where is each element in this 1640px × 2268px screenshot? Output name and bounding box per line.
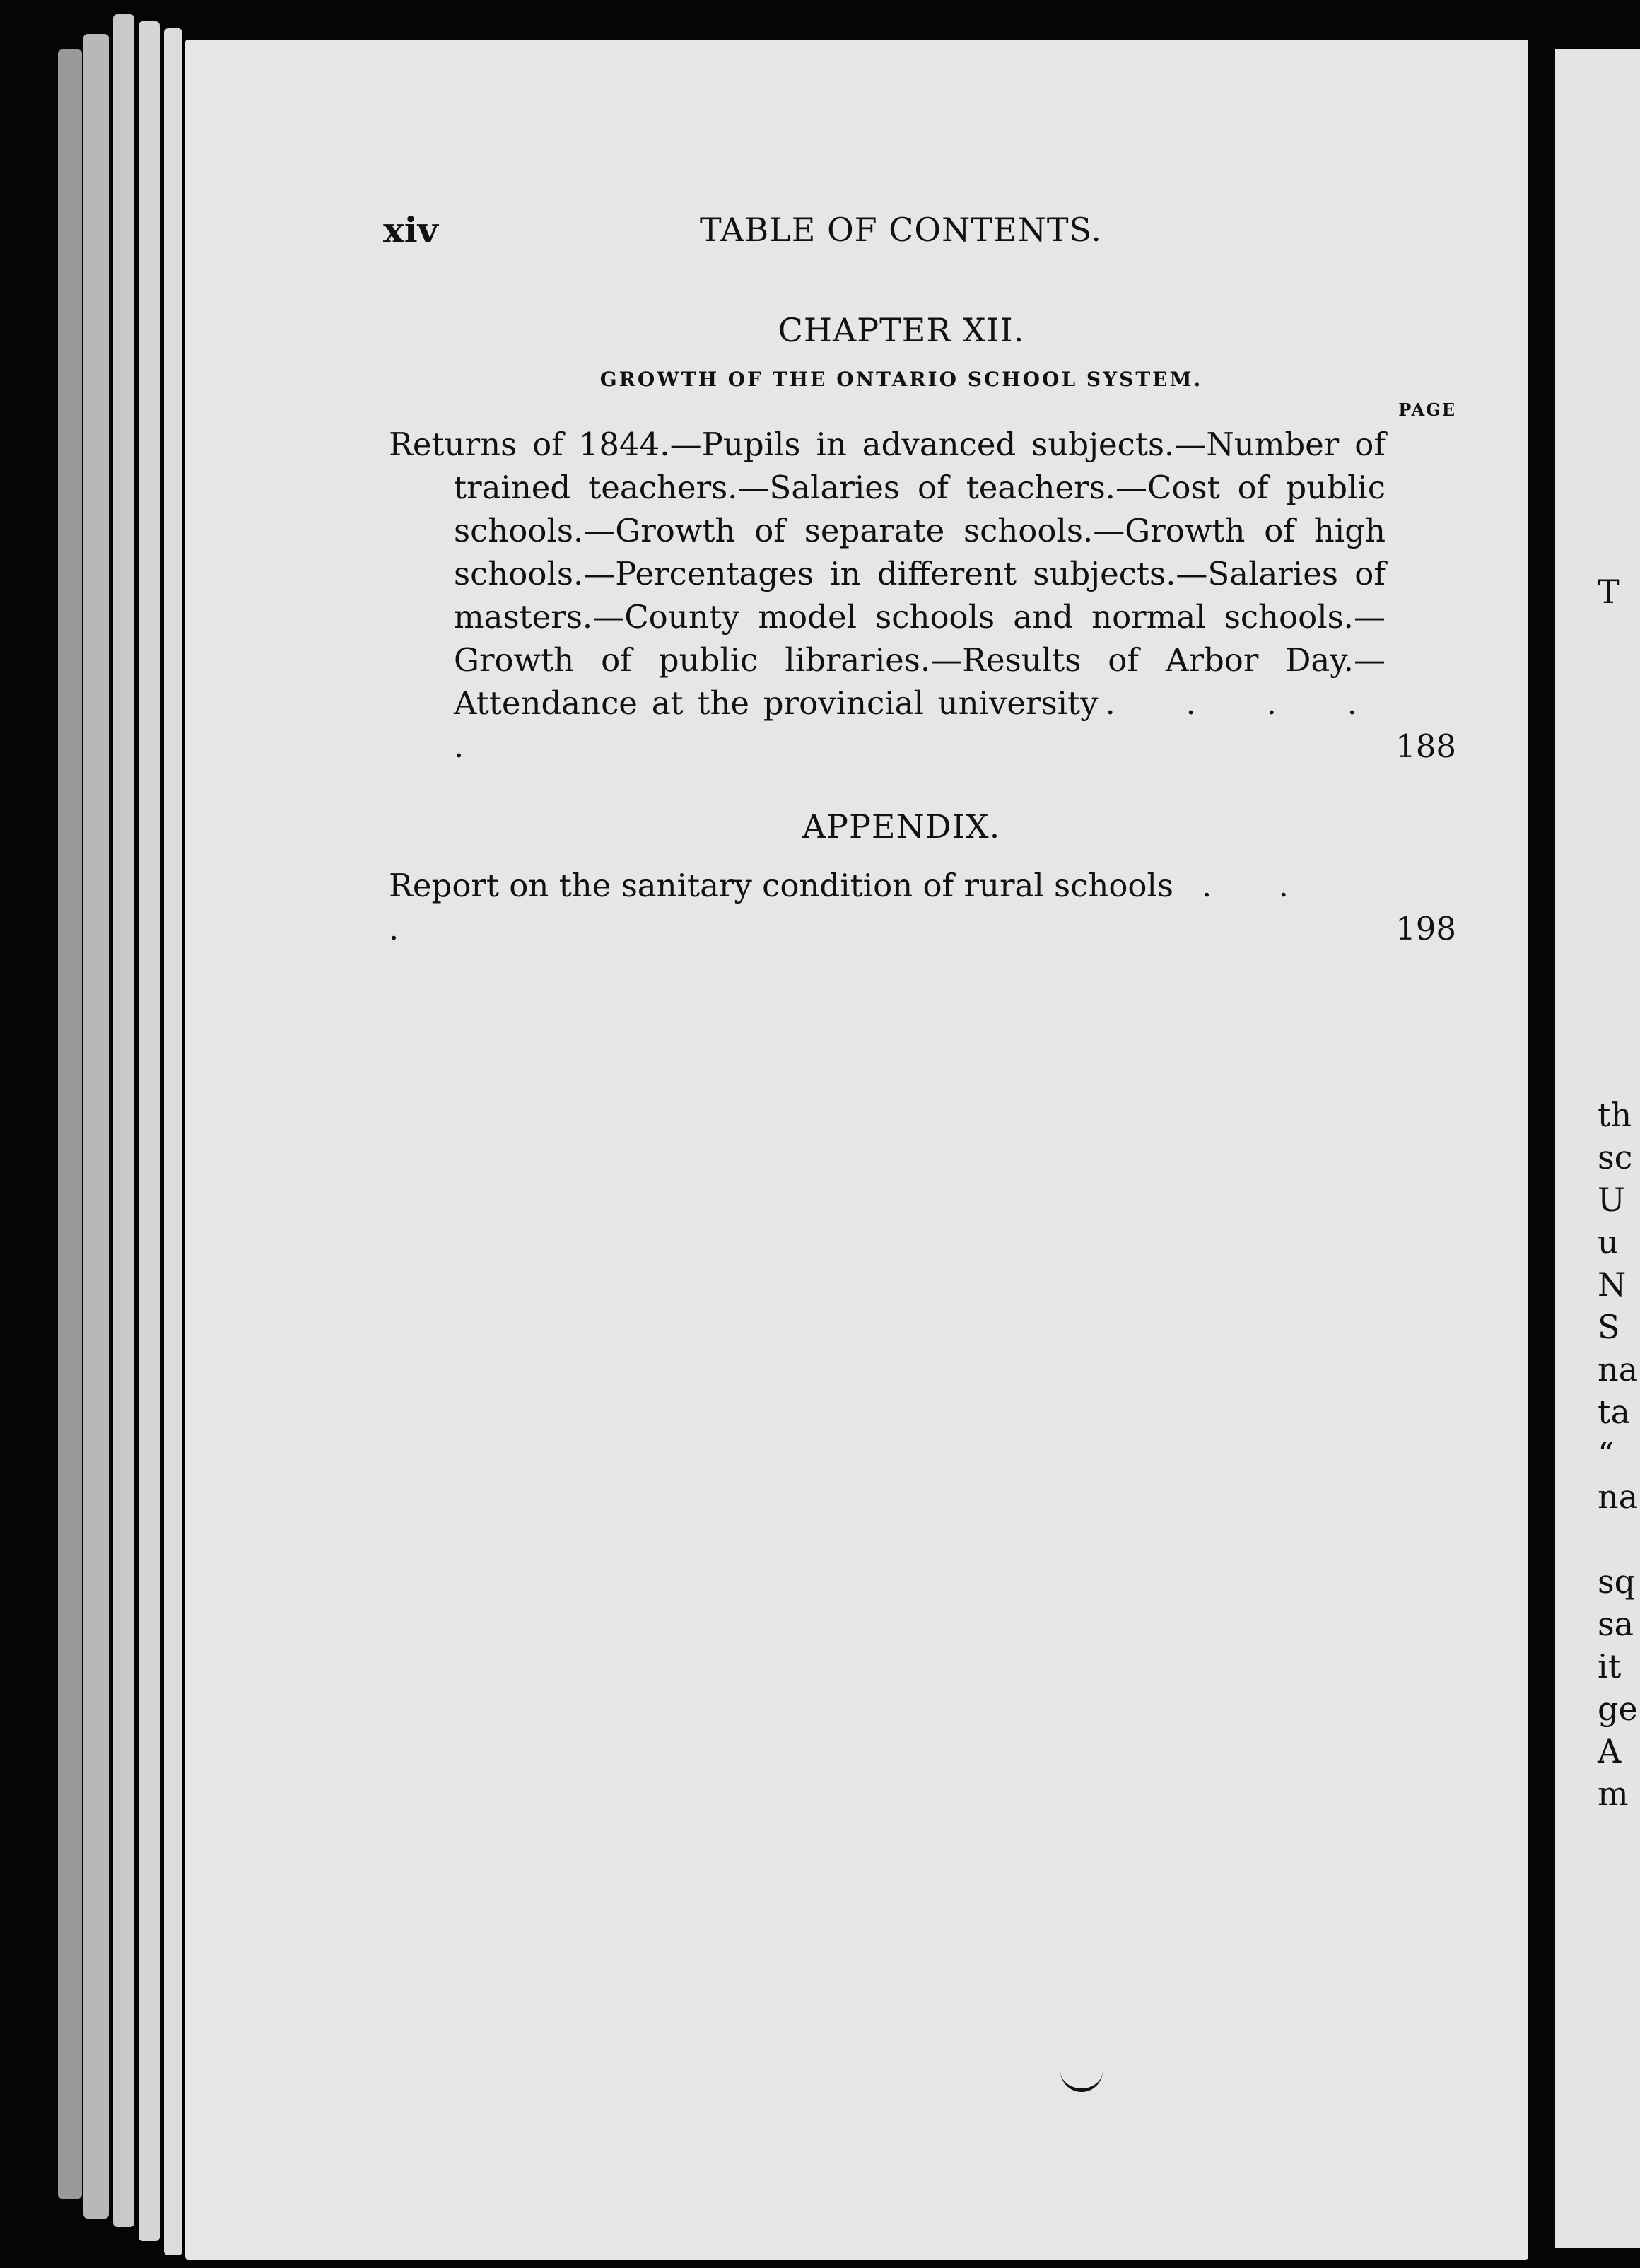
facing-page-fragment: ta — [1598, 1393, 1630, 1431]
toc-entry-leader: . . . — [389, 867, 1317, 947]
page-edge — [139, 21, 160, 2241]
facing-page-fragment: “ — [1598, 1435, 1615, 1473]
appendix-title: APPENDIX. — [802, 807, 1001, 846]
facing-page-fragment: u — [1598, 1223, 1619, 1261]
facing-page-fragment: N — [1598, 1265, 1627, 1304]
facing-page-fragment: na — [1598, 1350, 1639, 1389]
facing-page-fragment: sq — [1598, 1562, 1636, 1601]
toc-entry-text: Returns of 1844.—Pupils in advanced subjects.—Number of trained teachers.—Salaries of teachers.—Cost of public schools.—Growth of separate schools.—Growth of high schools.—Percentages in different subjects.—Salaries of masters.—County model schools and normal schools.—Growth of public libraries.—Results of Arbor Day.—Attendance at the provincial university — [389, 426, 1386, 722]
toc-entry — [389, 864, 1456, 950]
toc-entry — [389, 423, 1456, 768]
facing-page-fragment: ge — [1598, 1690, 1638, 1728]
facing-page-fragment: th — [1598, 1096, 1632, 1134]
page-edge — [83, 34, 109, 2219]
facing-page-fragment: A — [1598, 1732, 1622, 1770]
toc-entry-leader: . . . . . — [454, 684, 1386, 765]
toc-entry-text: Report on the sanitary condition of rural schools — [389, 867, 1173, 904]
page-edge — [58, 49, 82, 2199]
facing-page-fragment: na — [1598, 1478, 1639, 1516]
facing-page-fragment: it — [1598, 1647, 1622, 1685]
chapter-subtitle: GROWTH OF THE ONTARIO SCHOOL SYSTEM. — [599, 368, 1203, 391]
page-edge — [113, 14, 134, 2227]
page-edge — [164, 28, 182, 2255]
page-header — [383, 209, 1456, 266]
facing-page — [1555, 49, 1640, 2248]
toc-entry-page: 198 — [1395, 910, 1456, 947]
facing-page-fragment: U — [1598, 1181, 1625, 1219]
page-content — [383, 209, 1456, 950]
page-number: xiv — [383, 209, 438, 251]
page-column-label: PAGE — [1398, 399, 1456, 420]
running-title: TABLE OF CONTENTS. — [700, 211, 1103, 249]
facing-page-fragment: sc — [1598, 1138, 1633, 1176]
facing-page-fragment: m — [1598, 1775, 1629, 1813]
facing-page-fragment: sa — [1598, 1605, 1634, 1643]
toc-entry-page: 188 — [1395, 727, 1456, 765]
facing-page-fragment: T — [1598, 573, 1620, 611]
chapter-title: CHAPTER XII. — [778, 311, 1025, 349]
facing-page-fragment: S — [1598, 1308, 1620, 1346]
